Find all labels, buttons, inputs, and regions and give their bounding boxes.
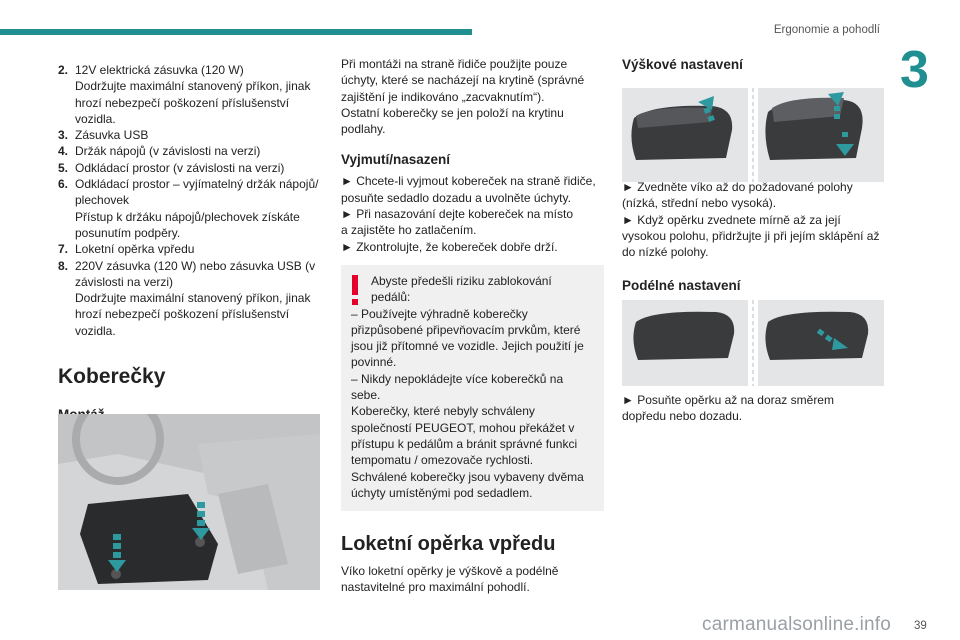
list-item-line: závislosti na verzi) bbox=[75, 274, 174, 289]
warning-heading bbox=[351, 273, 594, 306]
longitudinal-adjust-text bbox=[622, 392, 884, 425]
list-item-line: 12V elektrická zásuvka (120 W) bbox=[75, 63, 244, 77]
warning-head-line: pedálů: bbox=[371, 290, 411, 305]
component-list bbox=[58, 62, 320, 339]
list-item-text bbox=[75, 241, 320, 257]
longitudinal-step-line: dopředu nebo dozadu. bbox=[622, 409, 743, 424]
longitudinal-adjust-illustration bbox=[622, 300, 884, 386]
list-item bbox=[58, 127, 320, 143]
list-item bbox=[58, 62, 320, 127]
list-item-line: 220V zásuvka (120 W) nebo zásuvka USB (v bbox=[75, 258, 316, 273]
column-1 bbox=[58, 62, 320, 424]
list-item-number: 4. bbox=[58, 144, 69, 159]
removal-step-line: ► Zkontrolujte, že kobereček dobře drží. bbox=[341, 239, 558, 254]
armrest-intro-line: Víko loketní opěrky je výškově a podélně bbox=[341, 564, 559, 579]
list-item-line: vozidla. bbox=[75, 111, 116, 126]
mounting-line: Při montáži na straně řidiče použijte pouze bbox=[341, 57, 568, 71]
removal-steps bbox=[341, 173, 604, 254]
watermark: carmanualsonline.info bbox=[702, 614, 892, 635]
list-item-line: Dodržujte maximální stanovený příkon, jinak bbox=[75, 79, 311, 94]
column-3 bbox=[622, 56, 884, 74]
warning-body-line: sebe. bbox=[351, 388, 381, 403]
list-item-number: 3. bbox=[58, 128, 69, 143]
list-item-line: Dodržujte maximální stanovený příkon, jinak bbox=[75, 291, 311, 306]
warning-body-line: jsou již přítomné ve vozidle. Jejich použití je bbox=[351, 339, 584, 354]
height-step-line: do nízké polohy. bbox=[622, 245, 709, 260]
mounting-line: zajištění je indikováno „zacvaknutím“). bbox=[341, 89, 545, 104]
removal-step-line: a zajistěte ho zatlačením. bbox=[341, 223, 477, 238]
list-item bbox=[58, 176, 320, 241]
warning-body-line: úchyty umístěnými pod sedadlem. bbox=[351, 485, 533, 500]
height-adjust-text bbox=[622, 179, 884, 295]
heading-koberecky: Koberečky bbox=[58, 365, 166, 389]
list-item bbox=[58, 241, 320, 257]
warning-body-line: tempomatu / omezovače rychlosti. bbox=[351, 453, 534, 468]
list-item-line: vozidla. bbox=[75, 323, 116, 338]
heading-loketni-operka: Loketní opěrka vpředu bbox=[341, 533, 556, 556]
section-title: Ergonomie a pohodlí bbox=[773, 24, 880, 36]
removal-step-line: ► Při nasazování dejte kobereček na místo bbox=[341, 207, 573, 222]
height-step-line: ► Když opěrku zvednete mírně až za její bbox=[622, 212, 841, 227]
list-item-line: Držák nápojů (v závislosti na verzi) bbox=[75, 144, 261, 159]
list-item-line: Odkládací prostor – vyjímatelný držák nápojů/ bbox=[75, 177, 319, 192]
list-item-number: 2. bbox=[58, 63, 69, 77]
list-item-line: Přístup k držáku nápojů/plechovek získáte bbox=[75, 209, 300, 224]
header-accent-bar bbox=[0, 29, 472, 35]
mounting-line: podlahy. bbox=[341, 122, 386, 137]
height-steps bbox=[622, 179, 884, 260]
height-step-line: vysokou polohu, přidržujte ji při jejím sklápění až bbox=[622, 228, 880, 243]
floor-mat-illustration bbox=[58, 414, 320, 590]
list-item-text bbox=[75, 127, 320, 143]
list-item-number: 8. bbox=[58, 258, 69, 273]
list-item-line: posunutím podpěry. bbox=[75, 225, 181, 240]
warning-box bbox=[341, 265, 604, 511]
list-item-line: hrozí nebezpečí poškození příslušenství bbox=[75, 95, 290, 110]
list-item-line: Zásuvka USB bbox=[75, 128, 149, 143]
list-item-number: 6. bbox=[58, 177, 69, 192]
list-item-number: 7. bbox=[58, 242, 69, 257]
list-item bbox=[58, 143, 320, 159]
list-item-text bbox=[75, 160, 320, 176]
list-item-line: Loketní opěrka vpředu bbox=[75, 242, 195, 257]
list-item-text bbox=[75, 143, 320, 159]
height-step-line: (nízká, střední nebo vysoká). bbox=[622, 196, 777, 211]
list-item bbox=[58, 258, 320, 339]
warning-exclamation-icon bbox=[349, 273, 361, 307]
page-number: 39 bbox=[914, 620, 927, 632]
warning-body bbox=[351, 306, 594, 502]
list-item-line: plechovek bbox=[75, 193, 130, 208]
warning-head-line: Abyste předešli riziku zablokování bbox=[371, 273, 552, 288]
height-step-line: ► Zvedněte víko až do požadované polohy bbox=[622, 180, 853, 194]
list-item-text bbox=[75, 258, 320, 339]
list-item-text bbox=[75, 62, 320, 127]
height-adjust-illustration bbox=[622, 88, 884, 182]
longitudinal-steps bbox=[622, 392, 884, 425]
warning-body-line: Koberečky, které nebyly schváleny bbox=[351, 404, 535, 419]
subheading-vyjmuti: Vyjmutí/nasazení bbox=[341, 152, 451, 168]
removal-step-line: ► Chcete-li vyjmout kobereček na straně řidiče, bbox=[341, 174, 596, 189]
warning-body-line: přizpůsobené připevňovacím prvkům, které bbox=[351, 322, 581, 337]
list-item bbox=[58, 160, 320, 176]
list-item-line: Odkládací prostor (v závislosti na verzi) bbox=[75, 160, 285, 175]
warning-body-line: společností PEUGEOT, mohou překážet v bbox=[351, 420, 575, 435]
heading-podelne-nastaveni: Podélné nastavení bbox=[622, 278, 741, 294]
warning-body-line: Schválené koberečky jsou vybaveny dvěma bbox=[351, 469, 584, 484]
list-item-number: 5. bbox=[58, 160, 69, 175]
mounting-text bbox=[341, 56, 604, 137]
mounting-line: Ostatní koberečky se jen položí na krytinu bbox=[341, 105, 564, 120]
list-item-line: hrozí nebezpečí poškození příslušenství bbox=[75, 307, 290, 322]
warning-body-line: – Používejte výhradně koberečky bbox=[351, 306, 528, 321]
list-item-text bbox=[75, 176, 320, 241]
heading-vyskove-nastaveni: Výškové nastavení bbox=[622, 57, 743, 72]
armrest-intro-line: nastavitelné pro maximální pohodlí. bbox=[341, 580, 530, 595]
mounting-line: úchyty, které se nacházejí na krytině (správné bbox=[341, 73, 585, 88]
chapter-number: 3 bbox=[900, 41, 929, 99]
column-2 bbox=[341, 56, 604, 596]
longitudinal-step-line: ► Posuňte opěrku až na doraz směrem bbox=[622, 393, 834, 407]
warning-body-line: – Nikdy nepokládejte více koberečků na bbox=[351, 371, 564, 386]
removal-step-line: posuňte sedadlo dozadu a uvolněte úchyty. bbox=[341, 190, 571, 205]
warning-body-line: přístupu k pedálům a bránit správné funkci bbox=[351, 436, 578, 451]
warning-body-line: povinné. bbox=[351, 355, 397, 370]
armrest-intro-text bbox=[341, 563, 604, 596]
